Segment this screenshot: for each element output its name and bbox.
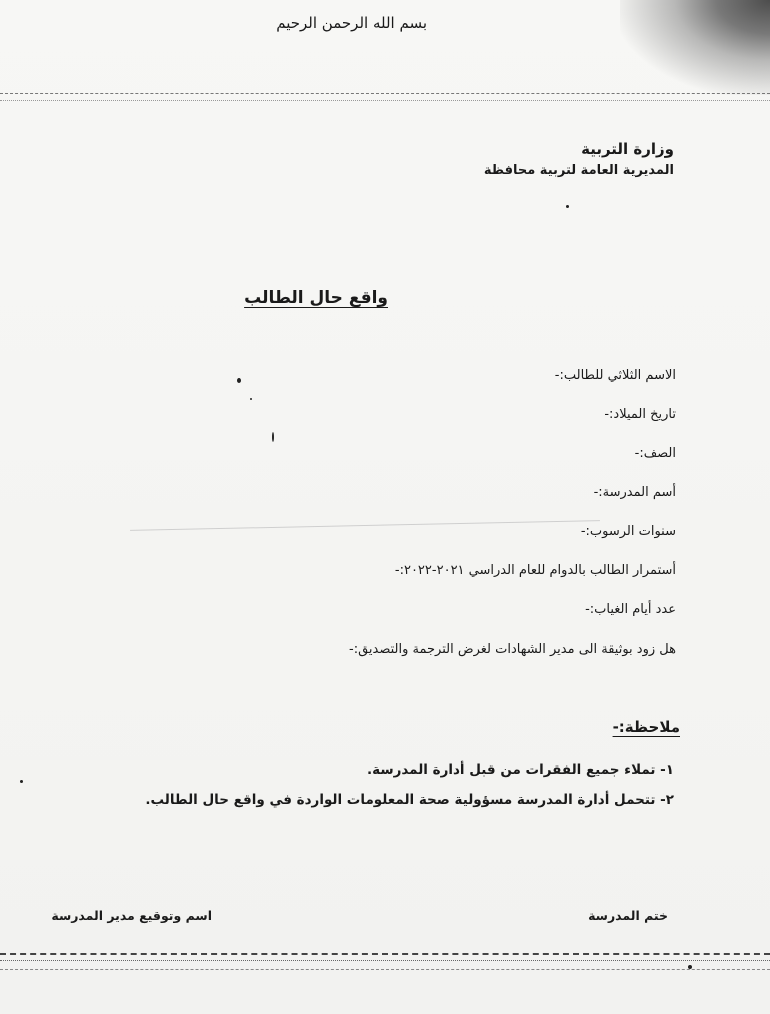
scan-speck	[272, 432, 274, 442]
field-absence-days: عدد أيام الغياب:-	[585, 602, 676, 617]
principal-signature-label: اسم وتوقيع مدير المدرسة	[51, 908, 212, 923]
footer-divider	[0, 953, 770, 955]
scan-speck	[566, 205, 569, 208]
ministry-name: وزارة التربية	[581, 140, 674, 158]
document-title: واقع حال الطالب	[244, 288, 388, 308]
faint-line	[130, 520, 600, 531]
scan-speck	[237, 378, 241, 383]
field-certificate-document: هل زود بوثيقة الى مدير الشهادات لغرض الترجمة والتصديق:-	[349, 642, 676, 657]
field-full-name: الاسم الثلاثي للطالب:-	[554, 368, 676, 383]
note-item: ١- تملاء جميع الفقرات من قبل أدارة المدرسة.	[367, 762, 674, 778]
note-item: ٢- تتحمل أدارة المدرسة مسؤولية صحة المعلومات الواردة في واقع حال الطالب.	[145, 792, 674, 808]
scan-shadow	[620, 0, 770, 95]
directorate-name: المديرية العامة لتربية محافظة	[483, 163, 674, 178]
field-school-name: أسم المدرسة:-	[593, 485, 676, 500]
field-grade: الصف:-	[634, 446, 676, 461]
header-divider-secondary	[0, 100, 770, 101]
footer-divider-secondary	[0, 960, 770, 961]
school-seal-label: ختم المدرسة	[588, 908, 668, 923]
scan-speck	[20, 780, 23, 783]
header-divider	[0, 93, 770, 94]
field-birth-date: تاريخ الميلاد:-	[604, 407, 676, 422]
scan-speck	[688, 965, 692, 969]
scan-speck	[250, 398, 252, 400]
notes-title: ملاحظة:-	[612, 718, 680, 736]
basmala: بسم الله الرحمن الرحيم	[276, 14, 427, 32]
field-failed-years: سنوات الرسوب:-	[580, 524, 676, 539]
field-attendance: أستمرار الطالب بالدوام للعام الدراسي ٢٠٢١-٢٠٢٢:-	[394, 563, 676, 578]
footer-divider-tertiary	[0, 969, 770, 970]
